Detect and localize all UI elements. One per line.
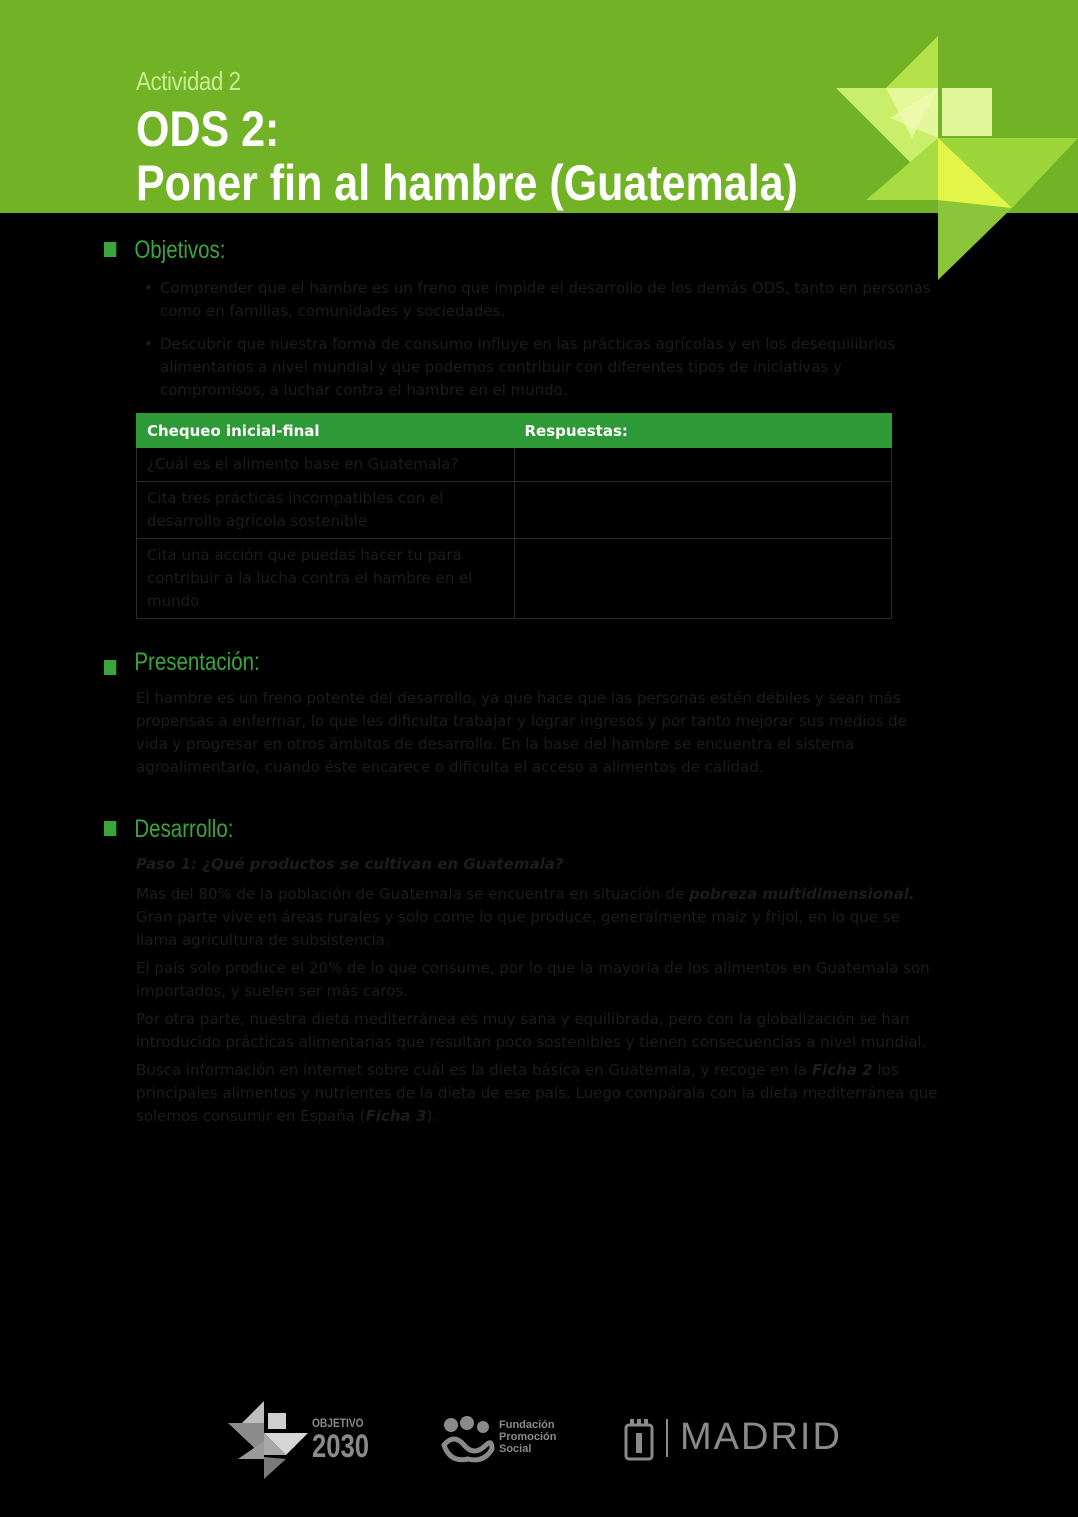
table-row <box>137 448 892 482</box>
paragraph-2: El país solo produce el 20% de lo que consume, por lo que la mayoría de los alimentos en Guatemala son importados, y suelen ser más caros. <box>136 959 930 1000</box>
square-bullet-icon <box>104 242 116 257</box>
answer-cell[interactable] <box>514 448 892 482</box>
activity-kicker: Actividad 2 <box>136 66 241 96</box>
square-bullet-icon <box>104 660 116 675</box>
page-title <box>136 102 798 210</box>
title-line-2: Poner fin al hambre (Guatemala) <box>136 155 798 211</box>
section-heading-desarrollo: Desarrollo: <box>104 815 233 844</box>
question-cell: Cita tres prácticas incompatibles con el desarrollo agrícola sostenible <box>137 482 515 539</box>
footer-logos <box>0 1395 1078 1480</box>
fundacion-logo-text: Fundación Promoción Social <box>499 1419 557 1455</box>
section-heading-presentacion: Presentación: <box>104 648 260 677</box>
paragraph-3: Por otra parte, nuestra dieta mediterránea es muy sana y equilibrada, pero con la globalización se han introducido prácticas alimentarias que resultan poco sostenibles y tienen consecuencias a nivel mundial. <box>136 1010 927 1051</box>
madrid-logo-text: MADRID <box>680 1416 842 1458</box>
fundacion-people-icon <box>440 1415 496 1465</box>
answer-cell[interactable] <box>514 539 892 619</box>
table-header-answers: Respuestas: <box>514 414 892 448</box>
answer-cell[interactable] <box>514 482 892 539</box>
madrid-crest-icon <box>624 1417 654 1461</box>
table-row <box>137 539 892 619</box>
paragraph-4: Busca información en internet sobre cuál es la dieta básica en Guatemala, y recoge en la Ficha 2 los principales alimentos y nutrientes de la dieta de ese país. Luego compárala con la dieta mediterránea que solemos consumir en España (Ficha 3). <box>136 1061 938 1125</box>
question-cell: ¿Cuál es el alimento base en Guatemala? <box>137 448 515 482</box>
square-bullet-icon <box>104 821 116 836</box>
check-table <box>136 413 892 619</box>
objetivo-2030-logo: OBJETIVO 2030 <box>312 1416 369 1464</box>
madrid-divider <box>666 1419 668 1457</box>
paragraph-1: Mas del 80% de la población de Guatemala se encuentra en situación de pobreza multidimensional. Gran parte vive en áreas rurales y solo come lo que produce, generalmente maíz y frijol, en lo que se llama agricultura de subsistencia. <box>136 885 915 949</box>
table-row <box>137 482 892 539</box>
geometric-star-decoration <box>830 30 1078 282</box>
section-heading-objetivos: Objetivos: <box>104 236 226 265</box>
title-line-1: ODS 2: <box>136 101 280 157</box>
objectives-list <box>144 277 944 412</box>
table-header-check: Chequeo inicial-final <box>137 414 515 448</box>
step-heading: Paso 1: ¿Qué productos se cultivan en Guatemala? <box>136 855 564 873</box>
objetivo-2030-star-icon <box>228 1401 310 1479</box>
list-item: • Descubrir que nuestra forma de consumo influye en las prácticas agrícolas y en los desequilibrios alimentarios a nivel mundial y que podemos contribuir con diferentes tipos de iniciativas y compromisos, a luchar contra el hambre en el mundo. <box>144 333 944 402</box>
list-item: • Comprender que el hambre es un freno que impide el desarrollo de los demás ODS, tanto en personas como en familias, comunidades y sociedades. <box>144 277 944 323</box>
presentation-text: El hambre es un freno potente del desarrollo, ya que hace que las personas estén débiles y sean más propensas a enfermar, lo que les dificulta trabajar y lograr ingresos y por tanto mejorar sus medios de vida y progresar en otros ámbitos de desarrollo. En la base del hambre se encuentra el sistema agroalimentario, cuando éste encarece o dificulta el acceso a alimentos de calidad. <box>136 689 908 776</box>
question-cell: Cita una acción que puedas hacer tu para contribuir a la lucha contra el hambre en el mundo <box>137 539 515 619</box>
